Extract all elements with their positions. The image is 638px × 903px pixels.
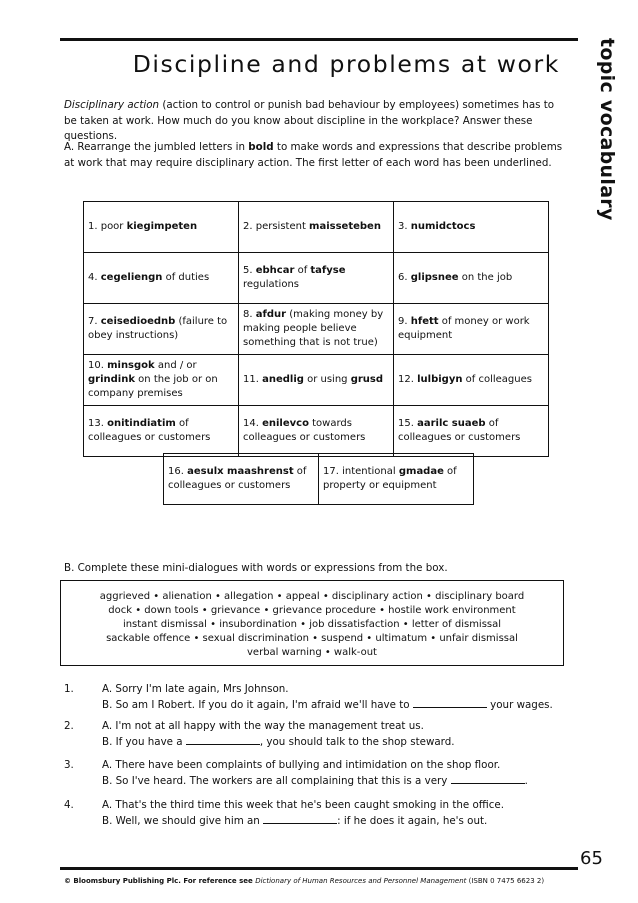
word-box-line: instant dismissal • insubordination • job dissatisfaction • letter of dismissal: [122, 619, 502, 630]
grid-cell-4: 4. cegeliengn of duties: [84, 253, 239, 304]
bottom-rule: [60, 867, 578, 870]
word-box-line: dock • down tools • grievance • grievance procedure • hostile work environment: [108, 605, 516, 616]
footer-credit: © Bloomsbury Publishing Plc. For reference see Dictionary of Human Resources and Personnel Management (ISBN 0 7475 6623 2): [64, 877, 545, 885]
grid-cell-15: 15. aarilc suaeb of colleagues or customers: [394, 406, 549, 457]
grid-cell-6: 6. glipsnee on the job: [394, 253, 549, 304]
answer-blank: [186, 735, 260, 745]
jumbled-words-grid: [83, 201, 549, 457]
grid-cell-17: 17. intentional gmadae of property or equipment: [319, 454, 474, 505]
word-box: [60, 580, 564, 666]
grid-cell-8: 8. afdur (making money by making people believe something that is not true): [239, 304, 394, 355]
grid-cell-12: 12. lulbigyn of colleagues: [394, 355, 549, 406]
jumbled-words-grid-extra: [163, 453, 474, 505]
grid-cell-9: 9. hfett of money or work equipment: [394, 304, 549, 355]
answer-blank: [263, 814, 337, 824]
grid-cell-16: 16. aesulx maashrenst of colleagues or customers: [164, 454, 319, 505]
page-number: 65: [580, 848, 603, 869]
dialogue-2: 2. A. I'm not at all happy with the way the management treat us. B. If you have a , you should talk to the shop steward.: [64, 720, 455, 748]
dialogue-4: 4. A. That's the third time this week that he's been caught smoking in the office. B. Well, we should give him an : if he does it again, he's out.: [64, 799, 505, 827]
grid-cell-5: 5. ebhcar of tafyse regulations: [239, 253, 394, 304]
word-box-line: verbal warning • walk-out: [247, 647, 377, 658]
grid-cell-3: 3. numidctocs: [394, 202, 549, 253]
grid-cell-2: 2. persistent maisseteben: [239, 202, 394, 253]
dialogue-1: 1. A. Sorry I'm late again, Mrs Johnson. B. So am I Robert. If you do it again, I'm afraid we'll have to your wages.: [64, 683, 553, 711]
intro-paragraph: Disciplinary action (action to control or punish bad behaviour by employees) sometimes has to be taken at work. How much do you know about discipline in the workplace? Answer these questions.: [64, 99, 555, 142]
task-a-instructions: A. Rearrange the jumbled letters in bold to make words and expressions that describe problems at work that may require disciplinary action. The first letter of each word has been underlined.: [64, 141, 563, 169]
grid-cell-11: 11. anedlig or using grusd: [239, 355, 394, 406]
grid-cell-14: 14. enilevco towards colleagues or customers: [239, 406, 394, 457]
word-box-line: sackable offence • sexual discrimination • suspend • ultimatum • unfair dismissal: [106, 633, 518, 644]
word-box-line: aggrieved • alienation • allegation • appeal • disciplinary action • disciplinary board: [99, 591, 525, 602]
grid-cell-7: 7. ceisedioednb (failure to obey instructions): [84, 304, 239, 355]
answer-blank: [413, 698, 487, 708]
side-label: topic vocabulary: [596, 38, 618, 221]
page-title: Discipline and problems at work: [132, 50, 560, 78]
grid-cell-13: 13. onitindiatim of colleagues or customers: [84, 406, 239, 457]
task-b-instructions: B. Complete these mini-dialogues with words or expressions from the box.: [64, 562, 448, 574]
dialogue-3: 3. A. There have been complaints of bullying and intimidation on the shop floor. B. So I've heard. The workers are all complaining that this is a very .: [64, 759, 528, 787]
grid-cell-1: 1. poor kiegimpeten: [84, 202, 239, 253]
grid-cell-10: 10. minsgok and / or grindink on the job or on company premises: [84, 355, 239, 406]
answer-blank: [451, 774, 525, 784]
top-rule: [60, 38, 578, 41]
